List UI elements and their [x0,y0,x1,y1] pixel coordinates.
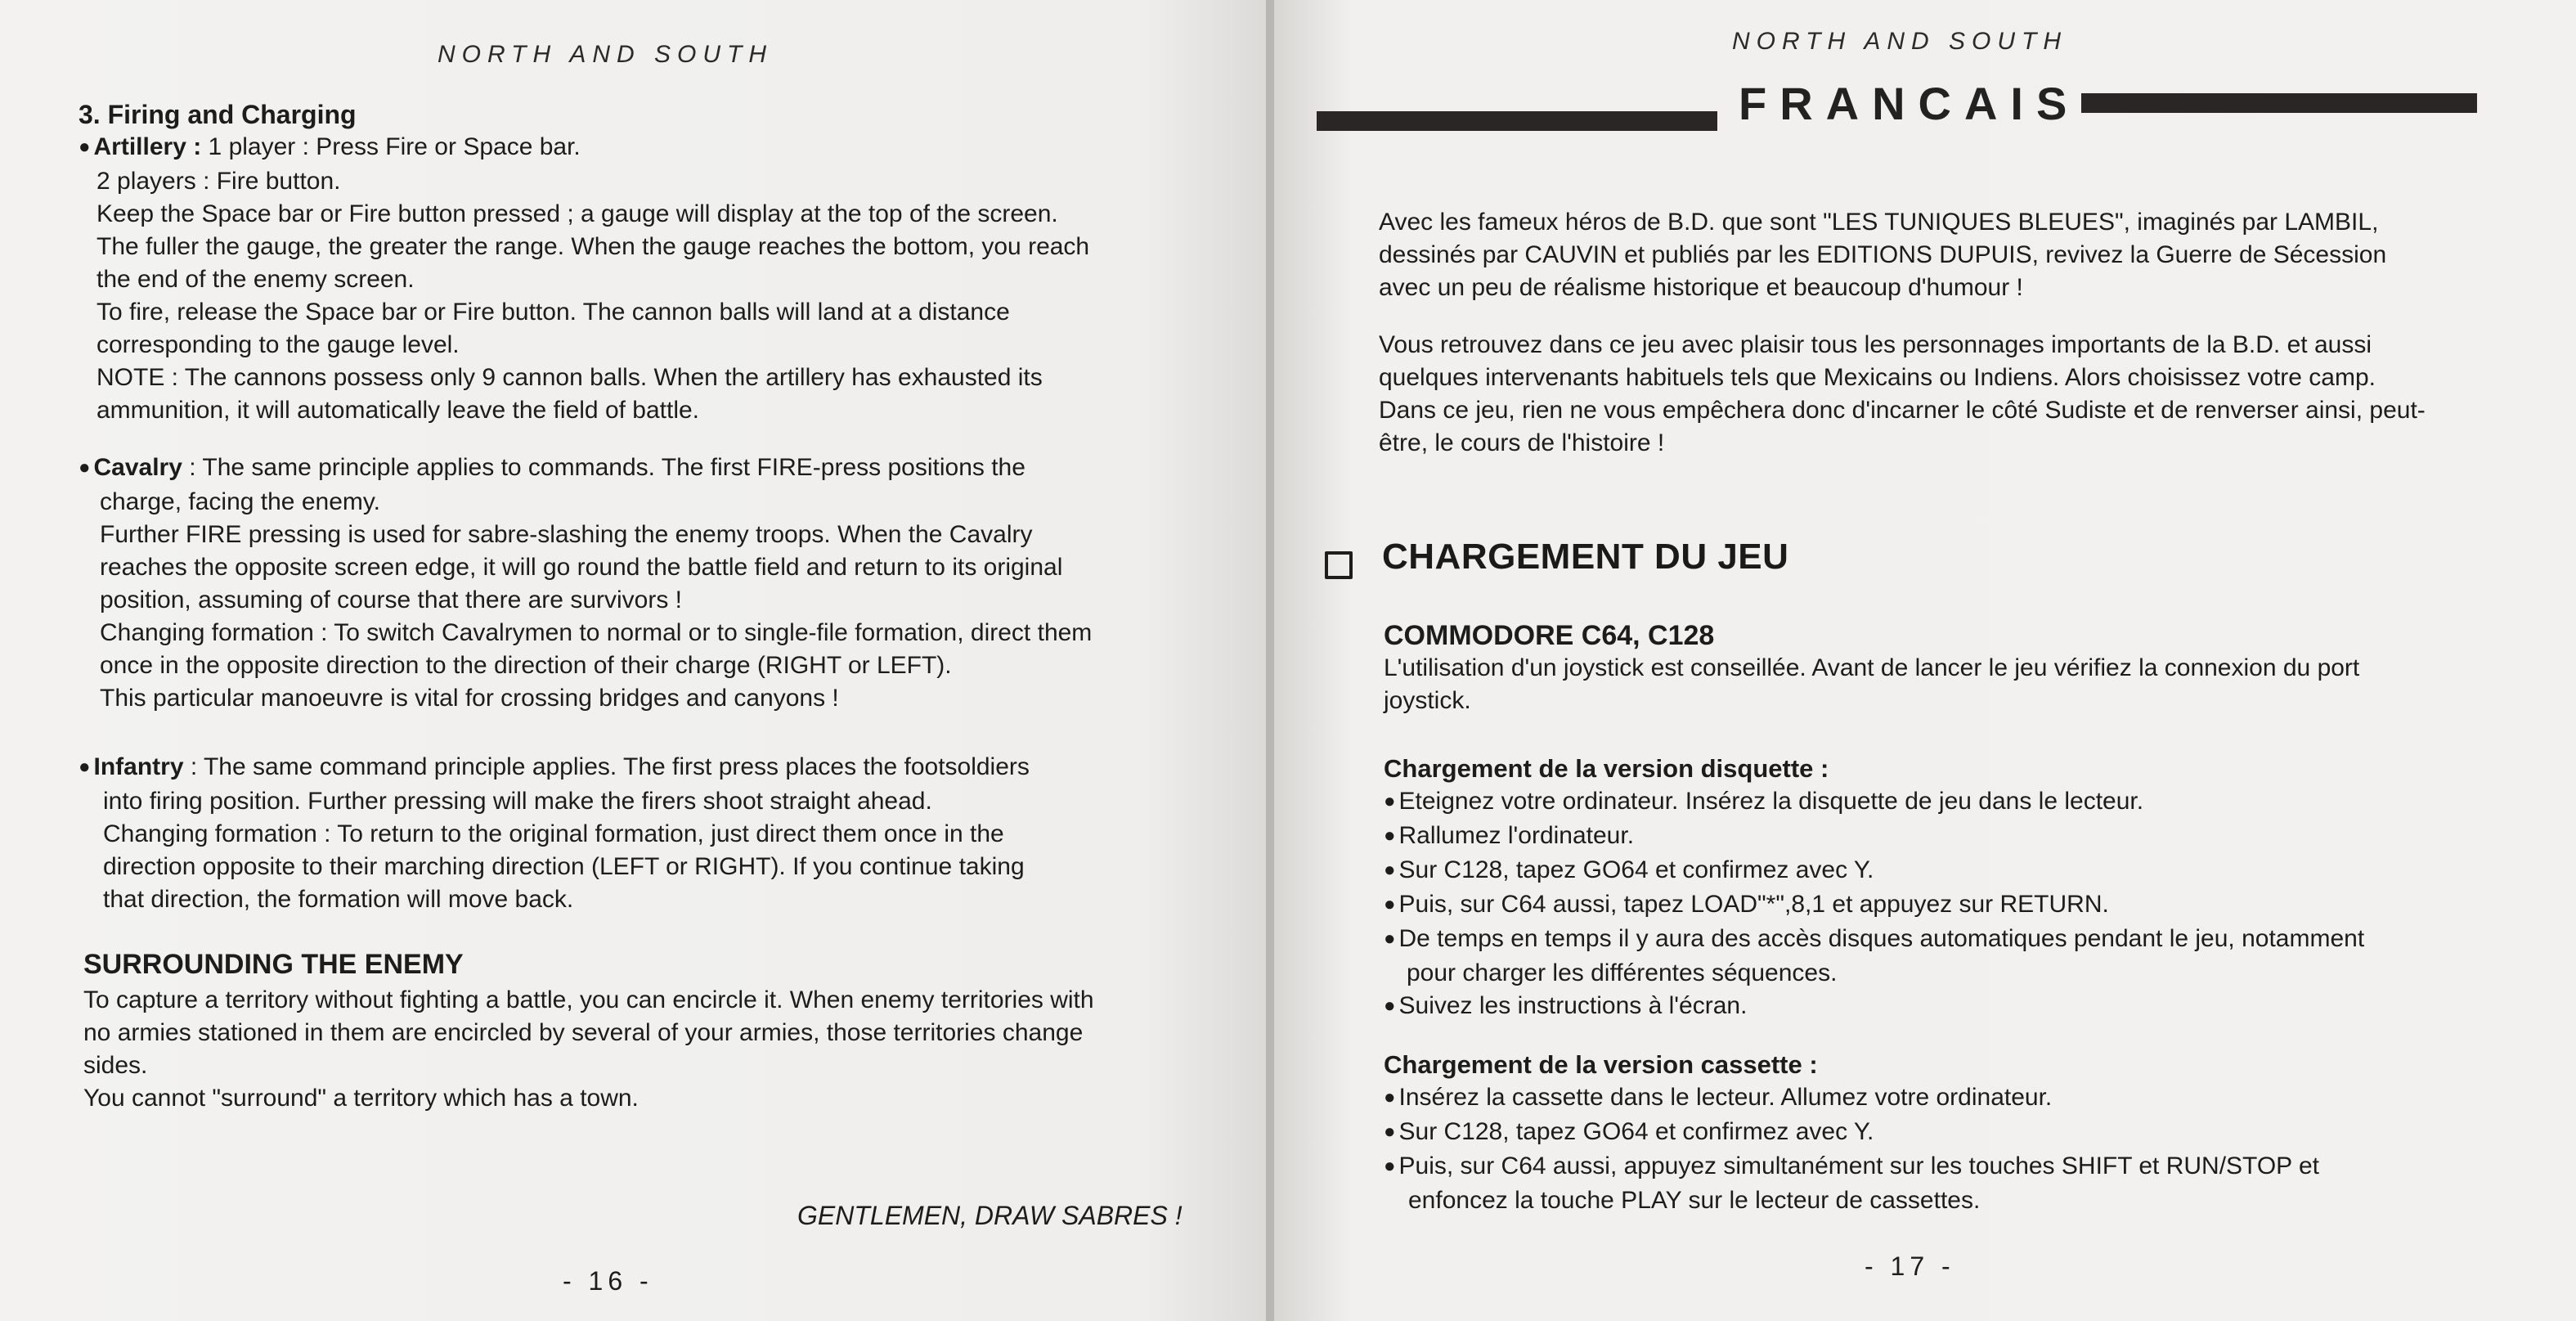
artillery-line: the end of the enemy screen. [96,266,415,293]
title-bar-left [1317,111,1717,131]
surrounding-line: You cannot "surround" a territory which has a town. [83,1085,639,1112]
firing-section [79,98,1089,427]
bullet-icon [1384,925,1399,952]
disquette-item: ● Eteignez votre ordinateur. Insérez la disquette de jeu dans le lecteur. [1384,785,2364,820]
cavalry-section [79,452,1092,715]
infantry-line: into firing position. Further pressing will make the firers shoot straight ahead. [103,788,932,815]
bullet-icon [1384,891,1399,918]
francais-title: FRANCAIS [1739,78,2080,129]
left-page-header: NORTH AND SOUTH [438,41,774,68]
artillery-line: The fuller the gauge, the greater the range. When the gauge reaches the bottom, you reach [96,233,1090,260]
bullet-icon [1384,1084,1399,1111]
surrounding-line: sides. [83,1052,148,1079]
bullet-icon [79,753,94,780]
cavalry-line: This particular manoeuvre is vital for crossing bridges and canyons ! [100,685,839,712]
disquette-item: ● De temps en temps il y aura des accès disques automatiques pendant le jeu, notamment [1384,923,2364,957]
artillery-line: ammunition, it will automatically leave the field of battle. [96,397,700,424]
infantry-line: that direction, the formation will move back. [103,886,574,913]
disquette-title: Chargement de la version disquette : [1384,754,1829,783]
right-page [1274,0,2576,1321]
commodore-section [1384,620,2359,717]
cavalry-line: charge, facing the enemy. [100,488,380,515]
disquette-item: ● Puis, sur C64 aussi, tapez LOAD"*",8,1 et appuyez sur RETURN. [1384,888,2364,923]
disquette-item: ● Sur C128, tapez GO64 et confirmez avec Y. [1384,854,2364,888]
surrounding-title: SURROUNDING THE ENEMY [83,949,464,980]
artillery-line: 2 players : Fire button. [96,168,341,195]
commodore-title: COMMODORE C64, C128 [1384,620,1715,651]
commodore-line: L'utilisation d'un joystick est conseillée. Avant de lancer le jeu vérifiez la connexion du port [1384,654,2360,681]
bullet-icon [1384,1153,1399,1179]
bullet-icon [1384,822,1399,849]
disquette-continuation: pour charger les différentes séquences. [1407,959,1838,986]
artillery-line: NOTE : The cannons possess only 9 cannon balls. When the artillery has exhausted its [96,364,1043,391]
surrounding-line: To capture a territory without fighting a battle, you can encircle it. When enemy territories with [83,986,1094,1013]
left-footer-tagline: GENTLEMEN, DRAW SABRES ! [797,1201,1183,1230]
cassette-title: Chargement de la version cassette : [1384,1050,1818,1079]
artillery-label: Artillery : [93,133,202,160]
cavalry-line: Changing formation : To switch Cavalrymen to normal or to single-file formation, direct them [100,619,1093,646]
cassette-continuation: enfoncez la touche PLAY sur le lecteur de cassettes. [1408,1187,1981,1214]
bullet-icon [1384,788,1399,815]
cavalry-line: once in the opposite direction to the direction of their charge (RIGHT or LEFT). [100,652,952,679]
title-bar-right [2081,93,2477,113]
intro-paragraph-1: Avec les fameux héros de B.D. que sont "LES TUNIQUES BLEUES", imaginés par LAMBIL, dessinés par CAUVIN et publiés par les EDITIONS DUPUIS, revivez la Guerre de Sécession avec un peu de réalisme historique et beaucoup d'humour ! [1379,209,2387,301]
bullet-icon [1384,1118,1399,1145]
disquette-item: ● Rallumez l'ordinateur. [1384,820,2364,854]
artillery-line-1: ● Artillery : 1 player : Press Fire or Space bar. [79,131,1089,165]
cavalry-line: position, assuming of course that there are survivors ! [100,586,683,613]
artillery-line: corresponding to the gauge level. [96,331,460,358]
cavalry-line: Further FIRE pressing is used for sabre-slashing the enemy troops. When the Cavalry [100,521,1033,548]
disquette-section [1384,753,2364,1024]
cavalry-label: Cavalry [93,454,182,481]
cassette-item: ● Sur C128, tapez GO64 et confirmez avec Y. [1384,1116,2319,1150]
cassette-section [1384,1049,2319,1217]
left-page-number: - 16 - [563,1266,653,1296]
artillery-line: To fire, release the Space bar or Fire button. The cannon balls will land at a distance [96,299,1010,326]
right-page-number: - 17 - [1865,1251,1955,1281]
surrounding-line: no armies stationed in them are encircled by several of your armies, those territories change [83,1019,1084,1046]
section-title: 3. Firing and Charging [79,100,357,129]
cassette-item: ● Puis, sur C64 aussi, appuyez simultanément sur les touches SHIFT et RUN/STOP et [1384,1150,2319,1184]
infantry-line: direction opposite to their marching direction (LEFT or RIGHT). If you continue taking [103,853,1025,880]
artillery-line: Keep the Space bar or Fire button pressed ; a gauge will display at the top of the screen. [96,200,1058,227]
commodore-line: joystick. [1384,687,1471,714]
bullet-icon [79,133,94,160]
infantry-label: Infantry [93,753,184,780]
right-page-header: NORTH AND SOUTH [1732,28,2068,55]
cavalry-line: reaches the opposite screen edge, it will go round the battle field and return to its original [100,554,1063,581]
infantry-section [79,751,1030,916]
left-page [0,0,1269,1321]
surrounding-section [83,949,1094,1115]
cavalry-line-1: ● Cavalry : The same principle applies to commands. The first FIRE-press positions the [79,452,1092,486]
bullet-icon [79,454,94,481]
checkbox-square-icon [1325,551,1353,579]
disquette-item: ● Suivez les instructions à l'écran. [1384,990,2364,1024]
infantry-line: Changing formation : To return to the original formation, just direct them once in the [103,820,1004,847]
cassette-item: ● Insérez la cassette dans le lecteur. Allumez votre ordinateur. [1384,1081,2319,1116]
bullet-icon [1384,856,1399,883]
intro-paragraph-2: Vous retrouvez dans ce jeu avec plaisir tous les personnages importants de la B.D. et aussi quelques intervenants habituels tels que Mexicains ou Indiens. Alors choisissez votre camp. Dans ce jeu, rien ne vous empêchera donc d'incarner le côté Sudiste et de renverser ainsi, peut- être, le cours de l'histoire ! [1379,331,2426,456]
infantry-line-1: ● Infantry : The same command principle applies. The first press places the footsoldiers [79,751,1030,785]
chargement-title: CHARGEMENT DU JEU [1382,537,1789,577]
bullet-icon [1384,992,1399,1019]
